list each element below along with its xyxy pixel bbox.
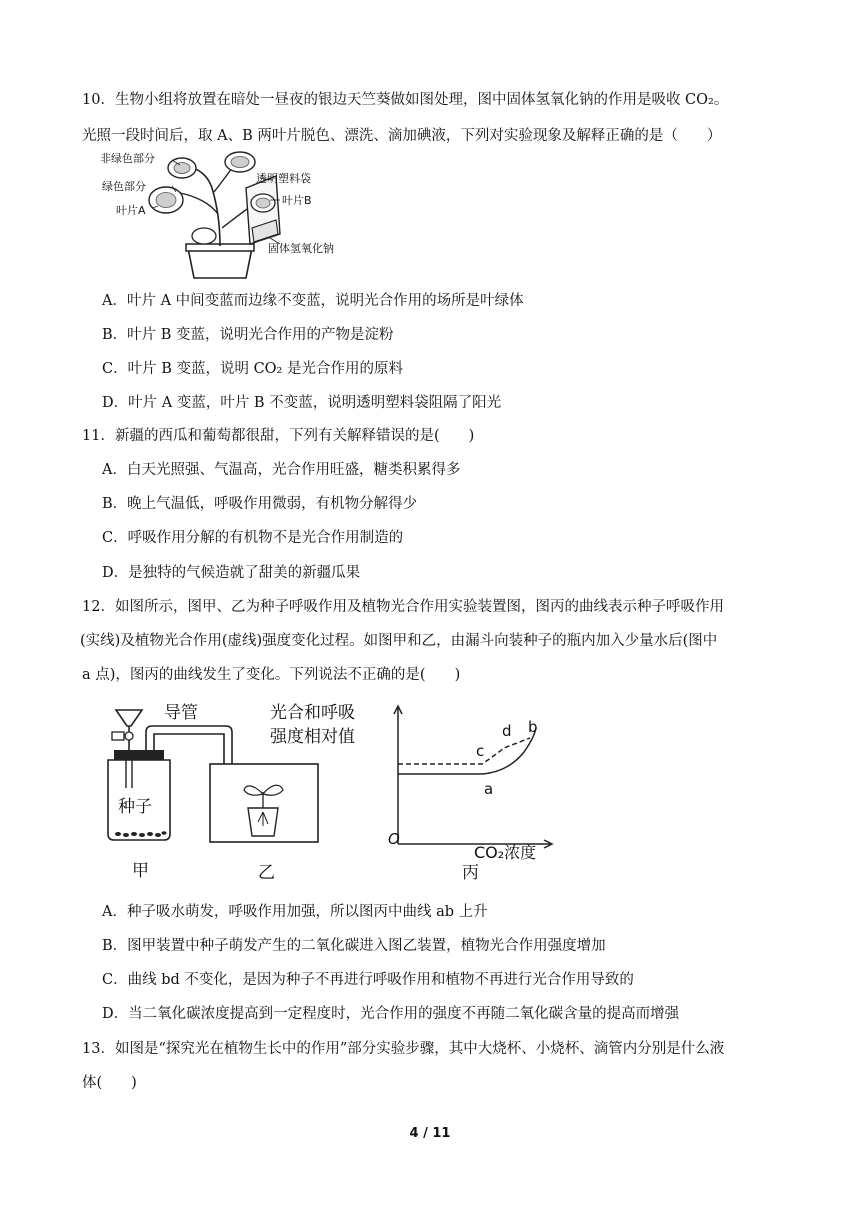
label-point-a: a: [484, 780, 494, 798]
label-jia: 甲: [132, 861, 149, 881]
label-seeds: 种子: [118, 797, 152, 817]
label-ylabel-1: 光合和呼吸: [270, 703, 355, 723]
q11-option-b: B．晚上气温低，呼吸作用微弱，有机物分解得少: [102, 496, 418, 512]
label-non-green: 非绿色部分: [100, 152, 155, 165]
q12-option-b: B．图甲装置中种子萌发产生的二氧化碳进入图乙装置，植物光合作用强度增加: [102, 938, 606, 954]
label-leaf-a: 叶片A: [116, 204, 146, 217]
label-origin: O: [388, 830, 400, 848]
q10-stem-line1: 10．生物小组将放置在暗处一昼夜的银边天竺葵做如图处理，图中固体氢氧化钠的作用是吸收 CO₂。: [82, 92, 729, 108]
q11-option-d: D．是独特的气候造就了甜美的新疆瓜果: [102, 565, 361, 581]
label-point-b: b: [528, 718, 538, 736]
label-ylabel-2: 强度相对值: [270, 727, 355, 747]
page-number: 4 / 11: [409, 1126, 451, 1141]
q10-option-b: B．叶片 B 变蓝，说明光合作用的产物是淀粉: [102, 327, 394, 343]
q13-stem-line2: 体( ): [82, 1075, 137, 1091]
q12-option-c: C．曲线 bd 不变化，是因为种子不再进行呼吸作用和植物不再进行光合作用导致的: [102, 972, 634, 988]
q11-option-a: A．白天光照强、气温高，光合作用旺盛，糖类积累得多: [102, 462, 461, 478]
q10-stem-line2: 光照一段时间后，取 A、B 两叶片脱色、漂洗、滴加碘液，下列对实验现象及解释正确的是（ ）: [82, 128, 722, 144]
label-bag: 透明塑料袋: [256, 172, 311, 185]
q13-stem-line1: 13．如图是“探究光在植物生长中的作用”部分实验步骤，其中大烧杯、小烧杯、滴管内分别是什么液: [82, 1041, 725, 1057]
label-point-d: d: [502, 722, 512, 740]
q10-option-a: A．叶片 A 中间变蓝而边缘不变蓝，说明光合作用的场所是叶绿体: [102, 293, 524, 309]
q12-option-a: A．种子吸水萌发，呼吸作用加强，所以图丙中曲线 ab 上升: [102, 904, 488, 920]
q12-stem-line2: (实线)及植物光合作用(虚线)强度变化过程。如图甲和乙，由漏斗向装种子的瓶内加入少量水后(图中: [80, 633, 718, 649]
q11-stem: 11．新疆的西瓜和葡萄都很甜，下列有关解释错误的是( ): [82, 428, 475, 444]
label-naoh: 固体氢氧化钠: [268, 242, 334, 255]
label-point-c: c: [476, 742, 485, 760]
label-tube: 导管: [164, 703, 198, 723]
q10-option-d: D．叶片 A 变蓝，叶片 B 不变蓝，说明透明塑料袋阻隔了阳光: [102, 395, 502, 411]
label-green: 绿色部分: [102, 180, 146, 193]
label-yi: 乙: [258, 863, 275, 883]
label-bing: 丙: [462, 863, 479, 883]
q12-stem-line3: a 点)，图丙的曲线发生了变化。下列说法不正确的是( ): [82, 667, 461, 683]
q12-apparatus-figure: [98, 698, 568, 888]
q11-option-c: C．呼吸作用分解的有机物不是光合作用制造的: [102, 530, 404, 546]
q10-option-c: C．叶片 B 变蓝，说明 CO₂ 是光合作用的原料: [102, 361, 403, 377]
q10-plant-figure: [100, 148, 360, 283]
q12-stem-line1: 12．如图所示，图甲、乙为种子呼吸作用及植物光合作用实验装置图，图丙的曲线表示种子呼吸作用: [82, 599, 724, 615]
label-leaf-b: 叶片B: [282, 194, 312, 207]
label-xlabel: CO₂浓度: [474, 843, 537, 862]
q12-option-d: D．当二氧化碳浓度提高到一定程度时，光合作用的强度不再随二氧化碳含量的提高而增强: [102, 1006, 680, 1022]
